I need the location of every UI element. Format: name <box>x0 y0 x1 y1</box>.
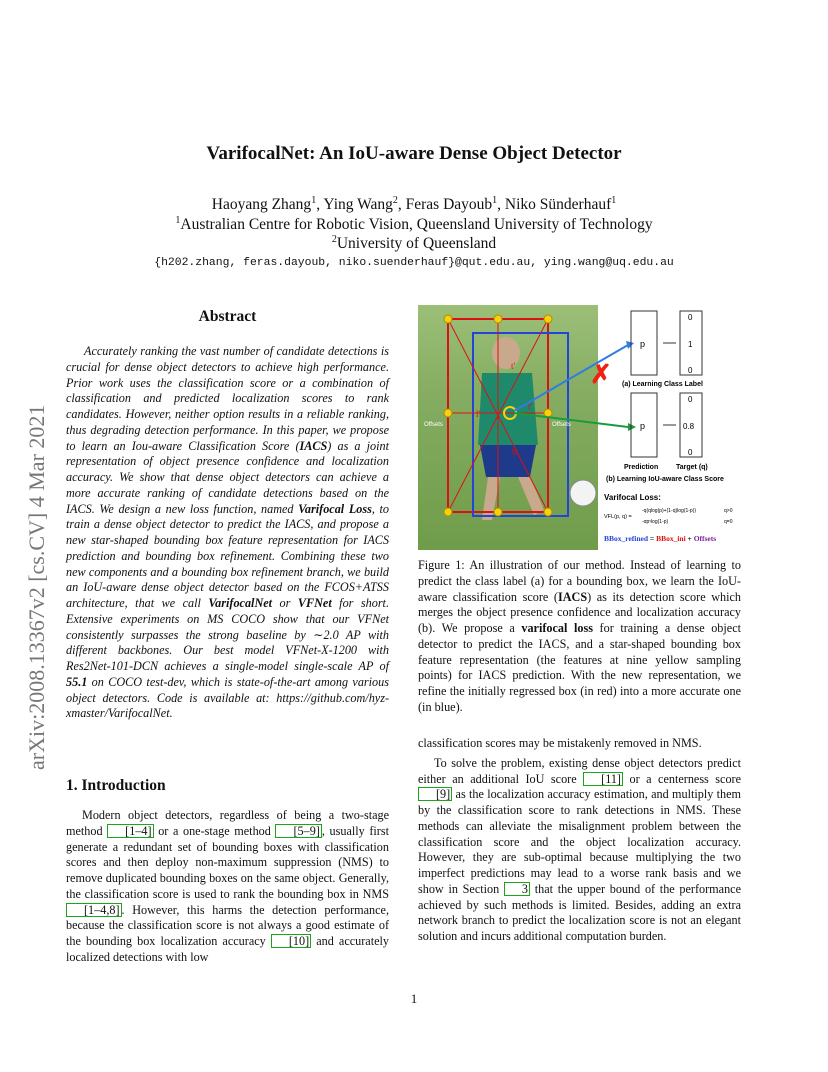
target-a-value: 1 <box>688 340 693 349</box>
figure-1 <box>418 305 744 550</box>
author-list: Haoyang Zhang$^1$, Ying Wang$^2$, Feras Dayoub$^1$, Niko Sünderhauf$^1$ <box>211 195 617 214</box>
bbox-equation: BBox_refined = BBox_ini + Offsets <box>604 534 717 543</box>
intro-body: Modern object detectors, regardless of being a two-stage method [1–4] or a one-stage method [5–9] , usually first generate a redundant set of bounding boxes with classification scores and then deploy non-maximum suppression (NMS) to remove duplicated bounding boxes on the same object. Generally, the classification score is used to rank the bounding box in NMS [1–4,8] . However, this harms the detection performance, because the classification score is not always a good estimate of the bounding box localization accuracy [10] and accurately localized detections with low <box>66 808 389 964</box>
offsets-label-left: Offsets <box>424 422 443 428</box>
author-affil-sup: 1 <box>311 195 317 206</box>
arxiv-id: arXiv:2008.13367v2 [cs.CV] 4 Mar 2021 <box>24 404 49 770</box>
citation-link[interactable]: [9] <box>418 787 452 801</box>
figure-overlay <box>418 305 744 550</box>
citation-link[interactable]: [1–4] <box>107 824 153 838</box>
loss-lhs: VFL(p, q) = <box>604 514 632 520</box>
author-name: Ying Wang <box>323 196 393 214</box>
citation-link[interactable]: [10] <box>271 934 311 948</box>
affiliation-2 <box>0 234 828 253</box>
loss-case-1-cond: q>0 <box>724 508 733 514</box>
label-a: (a) Learning Class Label <box>622 381 703 388</box>
label-r: r' <box>528 401 533 411</box>
author-affil-sup: 2 <box>392 195 398 206</box>
section-link[interactable]: 3 <box>504 882 530 896</box>
label-b: (b) Learning IoU-aware Class Score <box>606 476 724 483</box>
soccer-ball <box>570 480 596 506</box>
paper-title: VarifocalNet: An IoU-aware Dense Object Detector <box>206 143 622 164</box>
target-a-value: 0 <box>688 366 693 375</box>
abstract-body: Accurately ranking the vast number of candidate detections is crucial for dense object detectors to achieve high performance. Prior work uses the classification score or a combination of classification and predicted localization scores to rank candidates. However, neither option results in a reliable ranking, thus degrading detection performance. In this paper, we propose to learn an Iou-aware Classification Score (IACS) as a joint representation of object presence confidence and localization accuracy. We show that dense object detectors can achieve a more accurate ranking of candidate detections based on the IACS. We design a new loss function, named Varifocal Loss, to train a dense object detector to predict the IACS, and propose a new star-shaped bounding box feature representation for IACS prediction and bounding box refinement. Combining these two new components and a bounding box refinement branch, we build an IoU-aware dense object detector based on the FCOS+ATSS architecture, that we call VarifocalNet or VFNet for short. Extensive experiments on MS COCO show that our VFNet consistently surpasses the strong baseline by ∼2.0 AP with different backbones. Our best model VFNet-X-1200 with Res2Net-101-DCN achieves a single-model single-scale AP of 55.1 on COCO test-dev, which is state-of-the-art among various object detectors. Code is available at: https://github.com/hyz-xmaster/VarifocalNet. <box>66 344 389 721</box>
prediction-label: Prediction <box>624 464 659 471</box>
abstract-heading: Abstract <box>198 308 257 325</box>
arxiv-stamp <box>4 300 49 770</box>
loss-title: Varifocal Loss: <box>604 493 661 502</box>
arrow-head <box>628 423 636 431</box>
pred-p-a: p <box>640 339 646 349</box>
author-affil-sup: 1 <box>611 195 617 206</box>
page-number: 1 <box>410 991 418 1006</box>
target-b-value: 0 <box>688 395 693 404</box>
label-b: b' <box>512 447 519 457</box>
target-b-value: 0.8 <box>683 422 695 431</box>
arrow-head <box>626 341 634 349</box>
label-l: l' <box>476 409 481 419</box>
continued-paragraph: classification scores may be mistakenly removed in NMS. <box>418 736 702 750</box>
loss-case-1: -q(qlog(p)+(1-q)log(1-p)) <box>642 508 697 514</box>
target-b-value: 0 <box>688 448 693 457</box>
author-emails: {h202.zhang, feras.dayoub, niko.suenderhauf}@qut.edu.au, ying.wang@uq.edu.au <box>154 257 674 269</box>
author-name: Haoyang Zhang <box>211 196 312 214</box>
affil-text: University of Queensland <box>336 235 497 253</box>
target-label: Target (q) <box>676 464 708 471</box>
affiliation-1 <box>0 215 828 234</box>
citation-link[interactable]: [5–9] <box>275 824 321 838</box>
author-name: Feras Dayoub <box>405 196 493 214</box>
player-head <box>492 337 520 369</box>
paragraph: To solve the problem, existing dense object detectors predict either an additional IoU score [11] or a centerness score [9] as the localization accuracy estimation, and multiply them by the classification score to rank detections in NMS. These methods can alleviate the misalignment problem between the classification score and the object localization accuracy. However, they are sub-optimal because multiplying the two imperfect predictions may lead to a worse rank basis and we show in Section 3 that the upper bound of the performance achieved by such methods is limited. Besides, adding an extra network branch to predict the localization score is not an elegant solution and incurs additional computation burden. <box>418 755 742 943</box>
affil-sup: 2 <box>331 234 337 245</box>
cross-mark: ✗ <box>590 359 612 389</box>
affil-sup: 1 <box>175 215 181 226</box>
loss-case-2-cond: q=0 <box>724 519 733 525</box>
affil-text: Australian Centre for Robotic Vision, Queensland University of Technology <box>180 216 653 234</box>
target-a-value: 0 <box>688 313 693 322</box>
offsets-label-right: Offsets <box>552 422 571 428</box>
loss-case-2: -αpᵞlog(1-p) <box>642 519 669 525</box>
label-t: t' <box>511 361 516 371</box>
intro-heading: 1. Introduction <box>66 777 166 794</box>
figure-caption: Figure 1: An illustration of our method. Instead of learning to predict the class label (a) for a bounding box, we learn the IoU-aware classification score (IACS) as its detection score which merges the object presence confidence and localization accuracy (b). We propose a varifocal loss for training a dense object detector to predict the IACS, and a star-shaped bounding box feature representation (the features at nine yellow sampling points) for IACS prediction. With the new representation, we refine the initially regressed box (in red) into a more accurate one (in blue). <box>418 558 741 714</box>
pred-p-b: p <box>640 421 646 431</box>
citation-link[interactable]: [11] <box>583 772 623 786</box>
author-affil-sup: 1 <box>492 195 498 206</box>
author-name: Niko Sünderhauf <box>504 196 612 214</box>
citation-link[interactable]: [1–4,8] <box>66 903 122 917</box>
right-column-body <box>418 736 741 945</box>
